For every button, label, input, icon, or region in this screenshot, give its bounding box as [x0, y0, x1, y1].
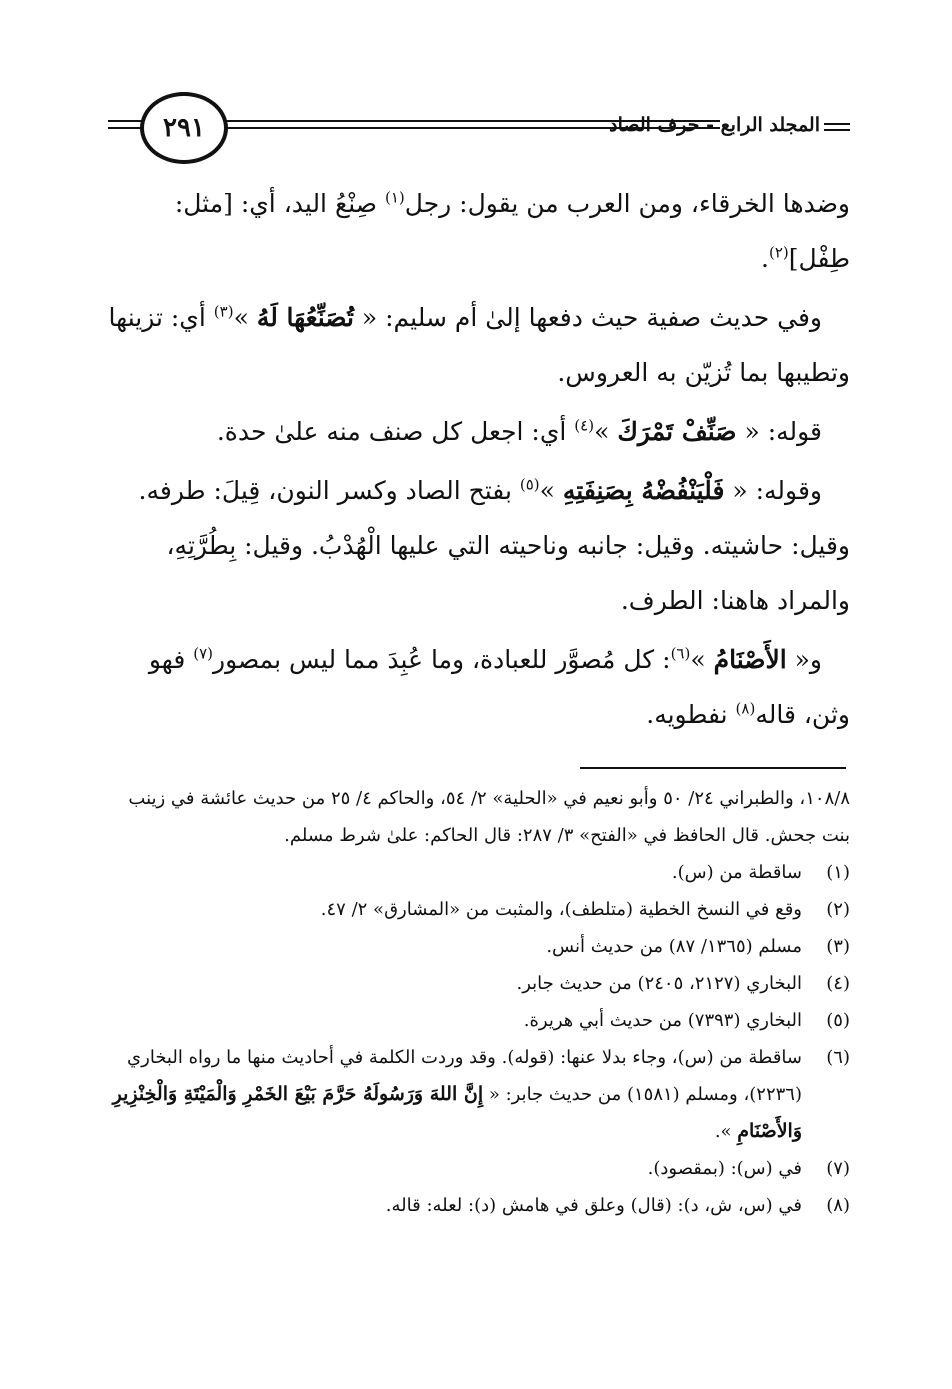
- p3-text-a: قوله: «: [736, 417, 822, 446]
- footnote-ref-5: (٥): [519, 475, 540, 494]
- header-rule-short-bottom: [824, 129, 850, 131]
- header-rule-short-top: [824, 123, 850, 125]
- footnote-number: (٢): [826, 899, 850, 920]
- footnote-ref-7: (٧): [193, 644, 214, 663]
- footnote-text: مسلم (١٣٦٥/ ٨٧) من حديث أنس.: [546, 936, 802, 957]
- paragraph-3: [108, 404, 850, 459]
- p4-text-a: وقوله: «: [724, 476, 822, 505]
- p5-text-e: نفطويه.: [646, 700, 736, 729]
- footnote-number: (٨): [826, 1195, 850, 1216]
- footnote-number: (١): [826, 862, 850, 883]
- footnote-ref-3: (٣): [213, 302, 234, 321]
- page-header: [108, 88, 850, 168]
- footnote-6-text-a: ساقطة من (س)، وجاء بدلا عنها: (قوله). وقد وردت الكلمة في أحاديث منها ما رواه البخاري (٢٢٣٦)، ومسلم (١٥٨١) من حديث جابر: «: [127, 1047, 802, 1105]
- page-number: ٢٩١: [140, 92, 228, 164]
- paragraph-5: [108, 632, 850, 742]
- footnote-item: [100, 1187, 850, 1224]
- footnote-number: (٤): [826, 973, 850, 994]
- footnote-item: [100, 891, 850, 928]
- footnote-item: [100, 1150, 850, 1187]
- paragraph-1: [108, 176, 850, 286]
- footnote-number: (٥): [826, 1010, 850, 1031]
- hadith-quote-4: فَلْيَنْفُضْهُ بِصَنِفَتِهِ: [562, 476, 725, 505]
- running-head: المجلد الرابع - حرف الصاد: [609, 114, 820, 136]
- p1-text-a: وضدها الخرقاء، ومن العرب من يقول: رجل: [404, 189, 850, 218]
- p4-text-c: بفتح الصاد وكسر النون، قِيلَ: طرفه. وقيل: حاشيته. وقيل: جانبه وناحيته التي عليها الْهُدْبُ. وقيل: بِطُرَّتِهِ، والمراد هاهنا: الطرف.: [138, 476, 850, 615]
- footnote-text: البخاري (٢١٢٧، ٢٤٠٥) من حديث جابر.: [516, 973, 802, 994]
- hadith-quote-5: الأَصْنَامُ: [713, 645, 787, 674]
- footnote-text: [100, 1039, 802, 1150]
- p1-text-c: .: [761, 244, 769, 273]
- main-text: [108, 176, 850, 746]
- p2-text-a: وفي حديث صفية حيث دفعها إلىٰ أم سليم: «: [353, 303, 822, 332]
- footnote-ref-8: (٨): [735, 699, 756, 718]
- p2-text-b: »: [233, 303, 257, 332]
- hadith-quote-3: صَنِّفْ تَمْرَكَ: [617, 417, 737, 446]
- p5-text-b: »: [690, 645, 714, 674]
- footnote-separator: [580, 767, 846, 769]
- footnote-6-text-b: ».: [714, 1121, 738, 1142]
- footnote-text: وقع في النسخ الخطية (متلطف)، والمثبت من «المشارق» ٢/ ٤٧.: [320, 899, 802, 920]
- paragraph-4: [108, 463, 850, 628]
- p4-text-b: »: [539, 476, 563, 505]
- footnote-item: [100, 1002, 850, 1039]
- footnote-item: [100, 928, 850, 965]
- footnote-ref-1: (١): [384, 188, 405, 207]
- footnote-ref-2: (٢): [768, 243, 789, 262]
- paragraph-2: [108, 290, 850, 400]
- footnote-text: البخاري (٧٣٩٣) من حديث أبي هريرة.: [523, 1010, 802, 1031]
- footnote-item: [100, 965, 850, 1002]
- footnote-6-hadith-quote: إِنَّ اللهَ وَرَسُولَهُ حَرَّمَ بَيْعَ الخَمْرِ وَالْمَيْتَةِ وَالْخِنْزِيرِ وَالأَصْنَامِ: [112, 1083, 802, 1142]
- footnote-number: (٦): [826, 1047, 850, 1068]
- footnote-ref-4: (٤): [574, 416, 595, 435]
- p5-text-a: و«: [786, 645, 822, 674]
- footnote-ref-6: (٦): [670, 644, 691, 663]
- footnote-continuation: ١٠٨/٨، والطبراني ٢٤/ ٥٠ وأبو نعيم في «الحلية» ٢/ ٥٤، والحاكم ٤/ ٢٥ من حديث عائشة في زينب بنت جحش. قال الحافظ في «الفتح» ٣/ ٢٨٧: قال الحاكم: علىٰ شرط مسلم.: [128, 788, 850, 846]
- footnote-number: (٣): [826, 936, 850, 957]
- footnote-text: في (س، ش، د): (قال) وعلق في هامش (د): لعله: قاله.: [385, 1195, 802, 1216]
- p3-text-b: »: [594, 417, 618, 446]
- p5-text-c: : كل مُصوَّر للعبادة، وما عُبِدَ مما ليس بمصور: [213, 645, 671, 674]
- p5-text-d: فهو وثن، قاله: [148, 645, 850, 729]
- footnote-text: في (س): (بمقصود).: [647, 1158, 802, 1179]
- p1-text-b: صِنْعُ اليد، أي: [مثل: طِفْل]: [174, 189, 850, 273]
- footnotes: [100, 780, 850, 1224]
- footnote-text: ساقطة من (س).: [671, 862, 802, 883]
- footnote-item: [100, 1039, 850, 1150]
- p2-text-c: أي: تزينها وتطيبها بما تُزيّن به العروس.: [108, 303, 850, 387]
- hadith-quote-2: تُصَنِّعُهَا لَهُ: [256, 303, 354, 332]
- footnote-item: [100, 854, 850, 891]
- footnote-number: (٧): [826, 1158, 850, 1179]
- p3-text-c: أي: اجعل كل صنف منه علىٰ حدة.: [216, 417, 575, 446]
